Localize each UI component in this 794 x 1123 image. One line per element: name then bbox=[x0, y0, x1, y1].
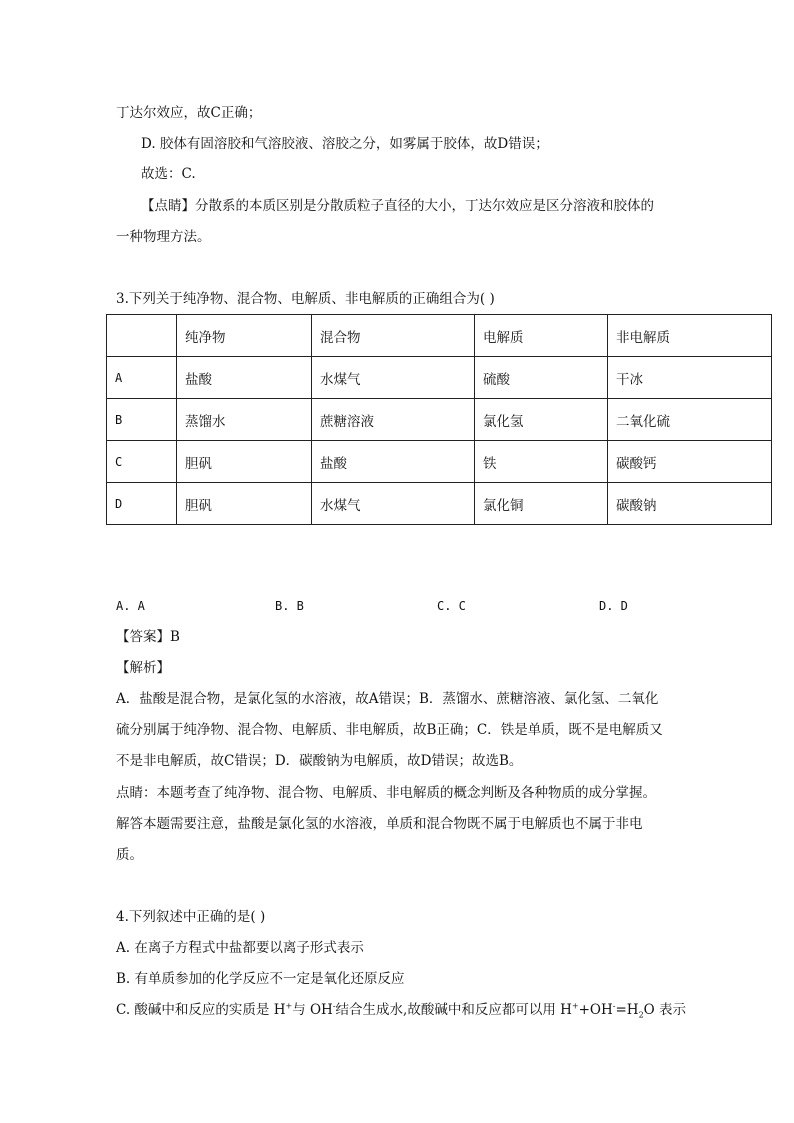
formula-text: C. 酸碱中和反应的实质是 H bbox=[116, 1002, 286, 1018]
superscript-plus: + bbox=[571, 1001, 579, 1011]
table-cell: A bbox=[107, 357, 177, 399]
table-row bbox=[107, 357, 772, 399]
table-row bbox=[107, 483, 772, 525]
formula-text: O 表示 bbox=[643, 1002, 687, 1018]
text-line: 丁达尔效应，故C正确； bbox=[116, 105, 262, 121]
text-line: 故选：C. bbox=[141, 166, 196, 182]
formula-text: 结合生成水,故酸碱中和反应都可以用 H bbox=[335, 1002, 572, 1018]
table-cell: 盐酸 bbox=[312, 441, 475, 483]
table-cell: 胆矾 bbox=[177, 441, 312, 483]
table-cell: D bbox=[107, 483, 177, 525]
superscript-plus: + bbox=[285, 1001, 293, 1011]
question-4-stem: 4.下列叙述中正确的是( ) bbox=[116, 909, 266, 925]
option-d[interactable]: D. D bbox=[599, 599, 628, 613]
table-cell: 蒸馏水 bbox=[177, 399, 312, 441]
answer-table bbox=[106, 314, 772, 525]
analysis-line: 点睛：本题考查了纯净物、混合物、电解质、非电解质的概念判断及各种物质的成分掌握。 bbox=[116, 785, 656, 801]
table-cell: 蔗糖溶液 bbox=[312, 399, 475, 441]
formula-text: 与 OH bbox=[292, 1002, 333, 1018]
q4-option-a[interactable]: A. 在离子方程式中盐都要以离子形式表示 bbox=[116, 940, 364, 956]
formula-text: =H bbox=[615, 1002, 639, 1018]
formula-text: +OH bbox=[578, 1002, 613, 1018]
table-cell: 氯化氢 bbox=[475, 399, 608, 441]
table-cell: C bbox=[107, 441, 177, 483]
table-cell: 铁 bbox=[475, 441, 608, 483]
q4-option-b[interactable]: B. 有单质参加的化学反应不一定是氧化还原反应 bbox=[116, 971, 405, 987]
option-a[interactable]: A. A bbox=[116, 599, 145, 613]
table-cell: 碳酸钠 bbox=[608, 483, 772, 525]
table-row bbox=[107, 441, 772, 483]
table-row bbox=[107, 399, 772, 441]
table-cell: 干冰 bbox=[608, 357, 772, 399]
tip-paragraph: 【点睛】分散系的本质区别是分散质粒子直径的大小，丁达尔效应是区分溶液和胶体的 bbox=[141, 198, 654, 214]
table-cell: 硫酸 bbox=[475, 357, 608, 399]
table-header-cell: 纯净物 bbox=[177, 315, 312, 357]
table-header-cell: 非电解质 bbox=[608, 315, 772, 357]
analysis-line: 解答本题需要注意，盐酸是氯化氢的水溶液，单质和混合物既不属于电解质也不属于非电 bbox=[116, 816, 643, 832]
analysis-line: 不是非电解质，故C错误；D．碳酸钠为电解质，故D错误；故选B。 bbox=[116, 753, 523, 769]
table-cell: 水煤气 bbox=[312, 357, 475, 399]
answer-label: 【答案】B bbox=[116, 629, 180, 645]
option-b[interactable]: B. B bbox=[275, 599, 304, 613]
table-cell: 氯化铜 bbox=[475, 483, 608, 525]
table-cell: 胆矾 bbox=[177, 483, 312, 525]
analysis-title: 【解析】 bbox=[116, 660, 170, 676]
table-header-cell: 电解质 bbox=[475, 315, 608, 357]
table-header-row bbox=[107, 315, 772, 357]
table-cell: B bbox=[107, 399, 177, 441]
superscript-minus: - bbox=[612, 1001, 616, 1011]
superscript-minus: - bbox=[332, 1001, 336, 1011]
question-3-stem: 3.下列关于纯净物、混合物、电解质、非电解质的正确组合为( ) bbox=[116, 291, 495, 307]
table-cell: 水煤气 bbox=[312, 483, 475, 525]
q4-option-c[interactable] bbox=[116, 1001, 686, 1019]
analysis-line: 质。 bbox=[116, 847, 143, 863]
table-cell: 二氧化硫 bbox=[608, 399, 772, 441]
table-header-cell: 混合物 bbox=[312, 315, 475, 357]
option-c[interactable]: C. C bbox=[437, 599, 466, 613]
analysis-line: A．盐酸是混合物，是氯化氢的水溶液，故A错误；B．蒸馏水、蔗糖溶液、氯化氢、二氧化 bbox=[116, 691, 659, 707]
text-line: 一种物理方法。 bbox=[116, 229, 211, 245]
table-header-cell bbox=[107, 315, 177, 357]
analysis-line: 硫分别属于纯净物、混合物、电解质、非电解质，故B正确；C．铁是单质，既不是电解质又 bbox=[116, 722, 663, 738]
table-cell: 碳酸钙 bbox=[608, 441, 772, 483]
subscript-two: 2 bbox=[638, 1010, 644, 1020]
table-cell: 盐酸 bbox=[177, 357, 312, 399]
text-line: D. 胶体有固溶胶和气溶胶液、溶胶之分，如雾属于胶体，故D错误； bbox=[141, 136, 549, 152]
